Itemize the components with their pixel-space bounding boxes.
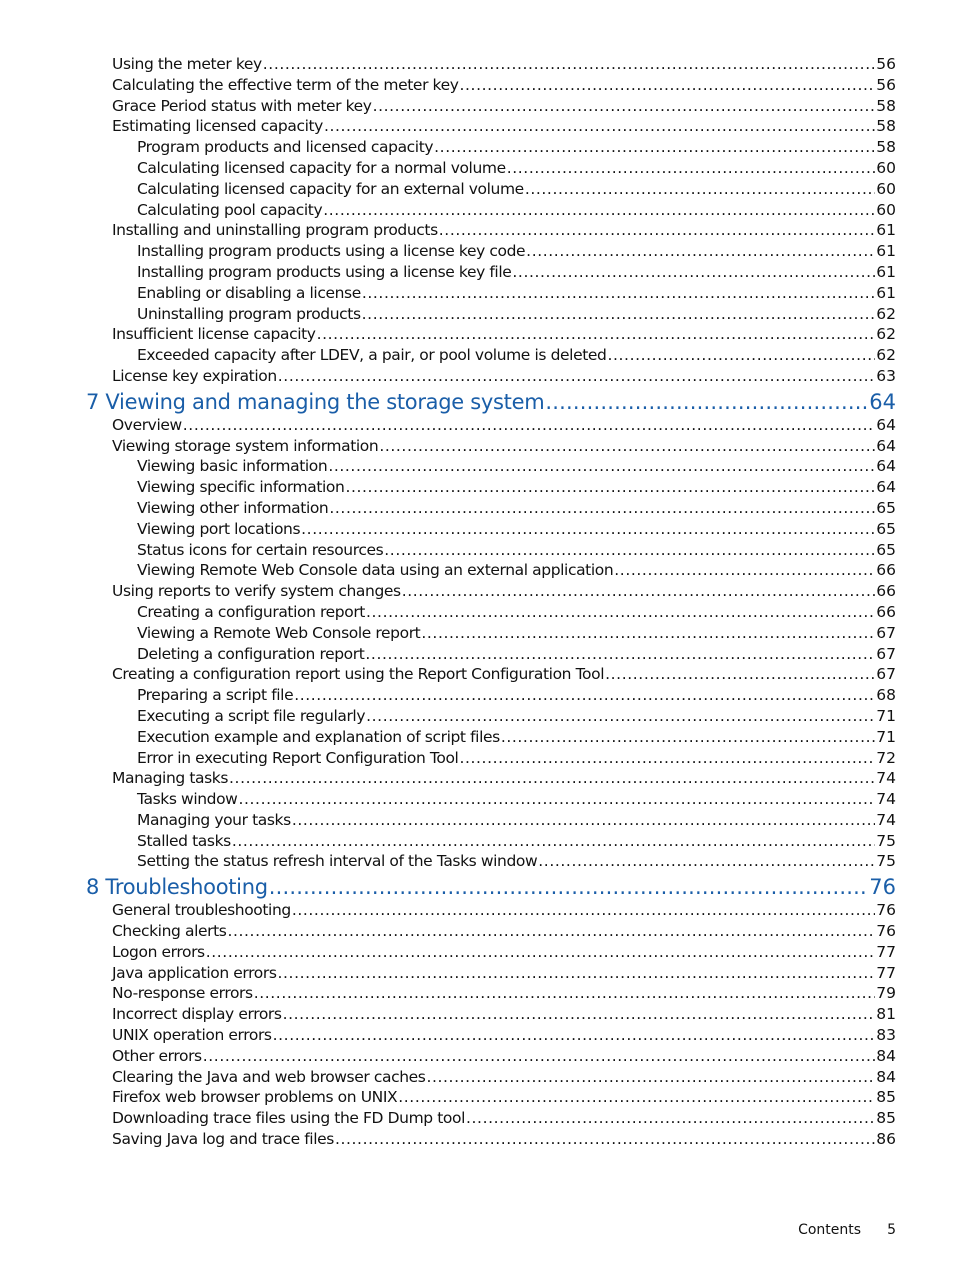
dot-leader xyxy=(545,390,868,414)
toc-entry-title: Error in executing Report Configuration Tool xyxy=(137,748,459,767)
dot-leader xyxy=(273,1026,876,1044)
toc-entry[interactable] xyxy=(0,97,954,118)
toc-entry-title: Creating a configuration report using the Report Configuration Tool xyxy=(112,665,605,684)
toc-entry[interactable] xyxy=(0,541,954,562)
dot-leader xyxy=(335,1130,875,1148)
toc-entry[interactable] xyxy=(0,305,954,326)
toc-entry[interactable] xyxy=(0,1109,954,1130)
toc-entry-title: Clearing the Java and web browser caches xyxy=(112,1067,426,1086)
toc-entry[interactable] xyxy=(0,901,954,922)
toc-entry[interactable] xyxy=(0,159,954,180)
dot-leader xyxy=(345,478,875,496)
toc-entry[interactable] xyxy=(0,832,954,853)
toc-entry[interactable] xyxy=(0,138,954,159)
toc-entry-page-number: 85 xyxy=(876,1088,896,1107)
dot-leader xyxy=(238,790,875,808)
toc-entry-title: 7 Viewing and managing the storage system xyxy=(86,389,545,414)
dot-leader xyxy=(292,811,875,829)
dot-leader xyxy=(328,457,875,475)
dot-leader xyxy=(501,728,875,746)
toc-chapter-entry[interactable] xyxy=(0,875,954,901)
toc-entry[interactable] xyxy=(0,811,954,832)
toc-entry[interactable] xyxy=(0,520,954,541)
toc-entry-title: Saving Java log and trace files xyxy=(112,1130,334,1149)
toc-entry[interactable] xyxy=(0,367,954,388)
toc-entry-page-number: 72 xyxy=(876,748,896,767)
toc-entry-title: Preparing a script file xyxy=(137,686,294,705)
toc-entry-page-number: 63 xyxy=(876,366,896,385)
toc-entry[interactable] xyxy=(0,707,954,728)
page-footer xyxy=(798,1222,896,1238)
toc-entry-title: Installing program products using a license key code xyxy=(137,242,526,261)
toc-entry[interactable] xyxy=(0,769,954,790)
dot-leader xyxy=(512,263,875,281)
toc-entry-title: Using reports to verify system changes xyxy=(112,582,401,601)
dot-leader xyxy=(426,1068,875,1086)
toc-entry[interactable] xyxy=(0,437,954,458)
toc-entry-page-number: 84 xyxy=(876,1067,896,1086)
dot-leader xyxy=(362,284,875,302)
toc-entry-page-number: 76 xyxy=(876,922,896,941)
toc-entry-title: No-response errors xyxy=(112,984,253,1003)
toc-entry-page-number: 71 xyxy=(876,727,896,746)
toc-entry-page-number: 62 xyxy=(876,304,896,323)
toc-entry-title: Estimating licensed capacity xyxy=(112,117,323,136)
toc-entry-title: Incorrect display errors xyxy=(112,1005,282,1024)
dot-leader xyxy=(269,875,869,899)
footer-section-label: Contents xyxy=(798,1222,862,1238)
toc-entry-page-number: 66 xyxy=(876,561,896,580)
toc-entry-title: Uninstalling program products xyxy=(137,304,361,323)
toc-entry[interactable] xyxy=(0,242,954,263)
toc-entry-page-number: 75 xyxy=(876,831,896,850)
toc-entry-title: 8 Troubleshooting xyxy=(86,875,268,900)
toc-entry-page-number: 81 xyxy=(876,1005,896,1024)
toc-entry[interactable] xyxy=(0,55,954,76)
toc-entry[interactable] xyxy=(0,964,954,985)
toc-entry[interactable] xyxy=(0,499,954,520)
toc-entry-page-number: 67 xyxy=(876,644,896,663)
dot-leader xyxy=(607,346,875,364)
toc-entry[interactable] xyxy=(0,852,954,873)
toc-entry-page-number: 61 xyxy=(876,262,896,281)
dot-leader xyxy=(421,624,875,642)
footer-page-number: 5 xyxy=(887,1222,896,1238)
dot-leader xyxy=(365,645,875,663)
toc-entry-title: Installing program products using a license key file xyxy=(137,262,512,281)
toc-entry-title: Java application errors xyxy=(112,963,277,982)
dot-leader xyxy=(379,437,875,455)
toc-entry-title: Viewing port locations xyxy=(137,519,301,538)
toc-entry-page-number: 60 xyxy=(876,179,896,198)
toc-entry-title: License key expiration xyxy=(112,366,277,385)
toc-entry-title: Status icons for certain resources xyxy=(137,540,384,559)
toc-entry-title: General troubleshooting xyxy=(112,901,291,920)
table-of-contents xyxy=(0,55,954,1151)
toc-entry-title: Stalled tasks xyxy=(137,831,231,850)
toc-entry[interactable] xyxy=(0,117,954,138)
toc-entry-title: Overview xyxy=(112,415,182,434)
dot-leader xyxy=(460,76,876,94)
toc-entry-title: Creating a configuration report xyxy=(137,602,365,621)
toc-entry-page-number: 66 xyxy=(876,582,896,601)
dot-leader xyxy=(459,749,875,767)
toc-entry-page-number: 65 xyxy=(876,498,896,517)
toc-entry-page-number: 65 xyxy=(876,540,896,559)
toc-entry[interactable] xyxy=(0,665,954,686)
dot-leader xyxy=(232,832,875,850)
toc-entry[interactable] xyxy=(0,263,954,284)
toc-entry-page-number: 60 xyxy=(876,200,896,219)
toc-entry[interactable] xyxy=(0,582,954,603)
toc-entry-page-number: 83 xyxy=(876,1026,896,1045)
toc-entry-title: Viewing basic information xyxy=(137,457,328,476)
toc-entry-page-number: 66 xyxy=(876,602,896,621)
toc-entry-title: Enabling or disabling a license xyxy=(137,283,361,302)
toc-entry-title: Insufficient license capacity xyxy=(112,325,316,344)
toc-entry-page-number: 77 xyxy=(876,963,896,982)
dot-leader xyxy=(439,221,876,239)
toc-entry-page-number: 85 xyxy=(876,1109,896,1128)
dot-leader xyxy=(263,55,876,73)
toc-entry-page-number: 77 xyxy=(876,942,896,961)
dot-leader xyxy=(301,520,875,538)
dot-leader xyxy=(294,686,875,704)
toc-entry[interactable] xyxy=(0,728,954,749)
toc-entry-title: Managing tasks xyxy=(112,769,229,788)
toc-entry-title: Setting the status refresh interval of the Tasks window xyxy=(137,852,538,871)
toc-entry-title: Calculating the effective term of the meter key xyxy=(112,75,459,94)
toc-entry-title: Exceeded capacity after LDEV, a pair, or pool volume is deleted xyxy=(137,346,607,365)
toc-entry-title: Calculating licensed capacity for a normal volume xyxy=(137,158,506,177)
dot-leader xyxy=(283,1005,876,1023)
toc-entry-page-number: 64 xyxy=(876,457,896,476)
toc-entry-page-number: 65 xyxy=(876,519,896,538)
toc-entry-page-number: 74 xyxy=(876,790,896,809)
dot-leader xyxy=(329,499,875,517)
dot-leader xyxy=(317,325,876,343)
toc-entry[interactable] xyxy=(0,1130,954,1151)
toc-entry-page-number: 76 xyxy=(876,901,896,920)
toc-entry-page-number: 61 xyxy=(876,221,896,240)
toc-entry-title: Grace Period status with meter key xyxy=(112,96,372,115)
dot-leader xyxy=(183,416,875,434)
toc-entry-title: Other errors xyxy=(112,1046,202,1065)
toc-entry[interactable] xyxy=(0,984,954,1005)
toc-entry-page-number: 84 xyxy=(876,1046,896,1065)
toc-entry[interactable] xyxy=(0,221,954,242)
toc-entry[interactable] xyxy=(0,561,954,582)
toc-entry-page-number: 71 xyxy=(876,706,896,725)
dot-leader xyxy=(206,943,876,961)
toc-entry-title: Program products and licensed capacity xyxy=(137,138,434,157)
toc-entry-page-number: 60 xyxy=(876,158,896,177)
toc-entry[interactable] xyxy=(0,1088,954,1109)
toc-entry[interactable] xyxy=(0,603,954,624)
dot-leader xyxy=(362,305,876,323)
dot-leader xyxy=(384,541,875,559)
dot-leader xyxy=(402,582,876,600)
toc-entry-page-number: 56 xyxy=(876,55,896,73)
toc-entry[interactable] xyxy=(0,325,954,346)
toc-entry[interactable] xyxy=(0,284,954,305)
toc-entry-title: Calculating pool capacity xyxy=(137,200,323,219)
toc-entry-page-number: 67 xyxy=(876,665,896,684)
toc-entry-page-number: 64 xyxy=(876,436,896,455)
toc-entry[interactable] xyxy=(0,749,954,770)
dot-leader xyxy=(526,242,875,260)
dot-leader xyxy=(466,1109,875,1127)
toc-entry-page-number: 67 xyxy=(876,623,896,642)
toc-entry-page-number: 64 xyxy=(869,389,896,414)
toc-entry-page-number: 64 xyxy=(876,478,896,497)
dot-leader xyxy=(525,180,875,198)
toc-entry-title: Firefox web browser problems on UNIX xyxy=(112,1088,398,1107)
toc-entry[interactable] xyxy=(0,478,954,499)
toc-entry-page-number: 86 xyxy=(876,1130,896,1149)
dot-leader xyxy=(324,117,875,135)
toc-entry-title: Viewing a Remote Web Console report xyxy=(137,623,421,642)
toc-entry-title: Using the meter key xyxy=(112,55,262,73)
toc-entry[interactable] xyxy=(0,457,954,478)
toc-entry-page-number: 61 xyxy=(876,283,896,302)
toc-entry[interactable] xyxy=(0,1005,954,1026)
toc-entry-title: Managing your tasks xyxy=(137,810,291,829)
dot-leader xyxy=(605,665,875,683)
toc-entry[interactable] xyxy=(0,790,954,811)
toc-entry-title: Deleting a configuration report xyxy=(137,644,365,663)
dot-leader xyxy=(278,964,876,982)
toc-entry-page-number: 74 xyxy=(876,810,896,829)
toc-entry[interactable] xyxy=(0,1047,954,1068)
toc-entry[interactable] xyxy=(0,624,954,645)
toc-entry-page-number: 58 xyxy=(876,138,896,157)
toc-entry-title: Calculating licensed capacity for an external volume xyxy=(137,179,524,198)
toc-entry[interactable] xyxy=(0,1026,954,1047)
toc-entry[interactable] xyxy=(0,180,954,201)
toc-entry-title: Viewing Remote Web Console data using an external application xyxy=(137,561,614,580)
dot-leader xyxy=(398,1088,875,1106)
toc-entry-page-number: 58 xyxy=(876,96,896,115)
toc-entry-page-number: 74 xyxy=(876,769,896,788)
dot-leader xyxy=(278,367,876,385)
toc-entry-title: Executing a script file regularly xyxy=(137,706,366,725)
toc-entry-title: Checking alerts xyxy=(112,922,227,941)
toc-entry[interactable] xyxy=(0,645,954,666)
toc-entry-page-number: 62 xyxy=(876,325,896,344)
toc-entry-title: Logon errors xyxy=(112,942,205,961)
toc-entry-title: Tasks window xyxy=(137,790,238,809)
toc-entry-page-number: 68 xyxy=(876,686,896,705)
dot-leader xyxy=(323,201,875,219)
toc-entry-page-number: 56 xyxy=(876,75,896,94)
toc-entry-page-number: 58 xyxy=(876,117,896,136)
dot-leader xyxy=(614,561,875,579)
dot-leader xyxy=(254,984,876,1002)
toc-entry-title: Downloading trace files using the FD Dump tool xyxy=(112,1109,465,1128)
toc-entry[interactable] xyxy=(0,416,954,437)
toc-entry[interactable] xyxy=(0,346,954,367)
dot-leader xyxy=(434,138,875,156)
toc-entry[interactable] xyxy=(0,1068,954,1089)
dot-leader xyxy=(292,901,875,919)
toc-entry-page-number: 61 xyxy=(876,242,896,261)
toc-entry-title: Viewing specific information xyxy=(137,478,345,497)
toc-entry-page-number: 76 xyxy=(869,875,896,900)
toc-entry[interactable] xyxy=(0,943,954,964)
toc-entry-page-number: 64 xyxy=(876,415,896,434)
toc-entry-title: Viewing other information xyxy=(137,498,329,517)
dot-leader xyxy=(229,769,875,787)
dot-leader xyxy=(227,922,875,940)
toc-entry-title: Installing and uninstalling program products xyxy=(112,221,438,240)
toc-entry-page-number: 79 xyxy=(876,984,896,1003)
toc-entry[interactable] xyxy=(0,686,954,707)
toc-entry[interactable] xyxy=(0,76,954,97)
toc-entry-title: UNIX operation errors xyxy=(112,1026,272,1045)
dot-leader xyxy=(203,1047,876,1065)
toc-entry[interactable] xyxy=(0,201,954,222)
toc-entry-page-number: 75 xyxy=(876,852,896,871)
toc-entry-page-number: 62 xyxy=(876,346,896,365)
toc-entry[interactable] xyxy=(0,922,954,943)
dot-leader xyxy=(366,603,875,621)
dot-leader xyxy=(373,97,876,115)
toc-chapter-entry[interactable] xyxy=(0,390,954,416)
dot-leader xyxy=(366,707,875,725)
toc-entry-title: Viewing storage system information xyxy=(112,436,379,455)
dot-leader xyxy=(507,159,876,177)
toc-entry-title: Execution example and explanation of script files xyxy=(137,727,500,746)
dot-leader xyxy=(538,852,875,870)
